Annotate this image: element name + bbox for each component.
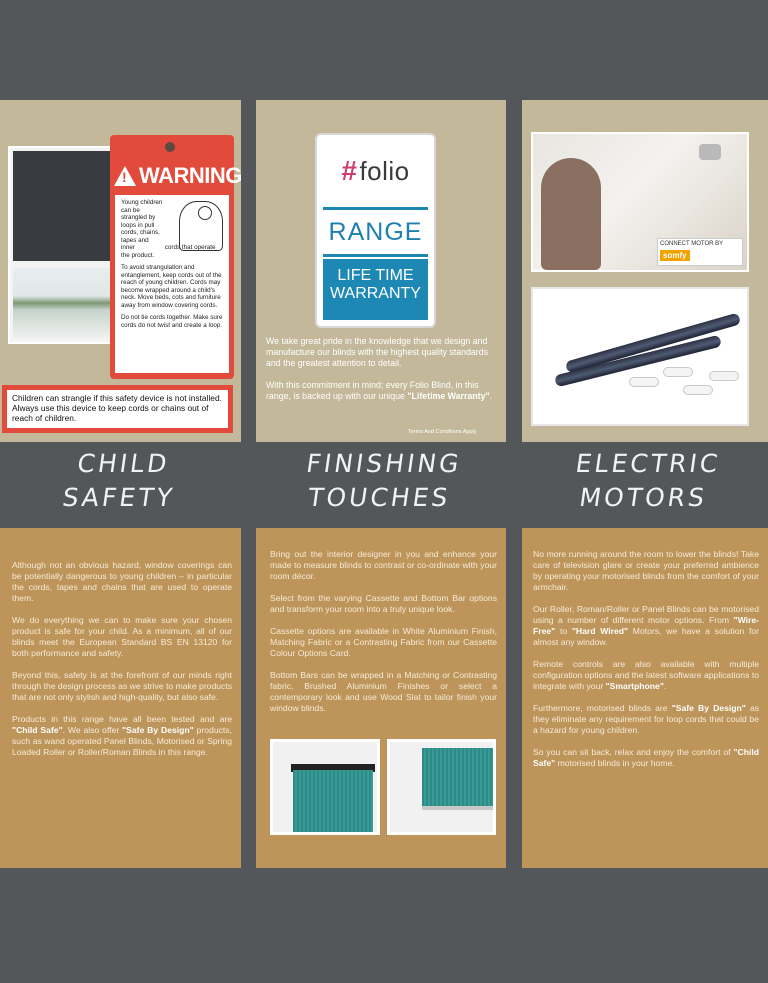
range-label: RANGE: [323, 207, 428, 257]
child-safety-p4: Products in this range have all been tested and are "Child Safe". We also offer "Safe By Design" products, such as wand operated Panel Blinds, Motorised or Spring Loaded Roller or Roller/Roman Blinds in this range.: [12, 714, 232, 757]
motors-p3: Remote controls are also available with multiple configuration options and the latest software applications to integrate with your "Smartphone".: [533, 659, 759, 691]
teal-fabric: [422, 748, 494, 810]
folio-logo: [317, 135, 434, 207]
lifetime-warranty-box: [323, 259, 428, 320]
dark-blind-fabric: [13, 151, 113, 261]
finishing-p1: Bring out the interior designer in you and enhance your made to measure blinds to contrast or co-ordinate with your room décor.: [270, 549, 497, 581]
motors-p4: Furthermore, motorised blinds are "Safe By Design" as they eliminate any requirement for loop cords that could be a hazard for young children.: [533, 703, 760, 735]
child-cord-hazard-icon: [179, 201, 223, 251]
pride-paragraph: We take great pride in the knowledge that we design and manufacture our blinds with the highest quality standards and the greatest attention to detail.: [266, 336, 489, 368]
warning-line1: Young children can be strangled by loops in pull cords, chains, tapes and inner cords that operate the product.: [121, 199, 216, 259]
warning-triangle-icon: [114, 166, 136, 186]
folio-logo-card: [315, 133, 436, 328]
warning-title-text: WARNING: [139, 163, 242, 188]
motor-and-remotes-photo: [531, 287, 749, 426]
remote-control-icon: [709, 371, 739, 381]
child-safety-heading: CHILD SAFETY: [60, 449, 177, 512]
remote-control-lifestyle-photo: [531, 132, 749, 272]
roller-blind-photo: [8, 146, 118, 344]
teal-fabric: [293, 770, 373, 835]
finishing-p4: Bottom Bars can be wrapped in a Matching or Contrasting fabric, Brushed Aluminium Finishes or select a contemporary look and use Wood Slat to tailor finish your window blinds.: [270, 670, 497, 713]
motors-p5: So you can sit back, relax and enjoy the comfort of "Child Safe" motorised blinds in your home.: [533, 747, 759, 768]
remote-control-icon: [683, 385, 713, 395]
child-safety-p2: We do everything we can to make sure your chosen product is safe for your child. As a minimum, all of our blinds meet the European Standard BS EN 13120 for both performance and safety.: [12, 615, 232, 658]
folio-text: [266, 336, 498, 413]
electric-motors-heading: ELECTRIC MOTORS: [573, 449, 723, 512]
somfy-badge-text: CONNECT MOTOR BY: [660, 241, 724, 247]
woman-figure: [541, 158, 601, 270]
warranty-line2: WARRANTY: [330, 285, 421, 302]
remote-control-icon: [629, 377, 659, 387]
motors-p2: Our Roller, Roman/Roller or Panel Blinds can be motorised using a number of different motor options. From "Wire-Free" to "Hard Wired" Motors, we have a solution for almost any window.: [533, 604, 760, 647]
warranty-line1: LIFE TIME: [337, 267, 414, 284]
commitment-paragraph: With this commitment in mind; every Folio Blind, in this range, is backed up with our unique "Lifetime Warranty".: [266, 380, 493, 401]
child-safety-p3: Beyond this, safety is at the forefront of our minds right through the design process as we strive to make products that are not only stylish and high-quality, but also safe.: [12, 670, 232, 702]
somfy-logo: somfy: [660, 250, 690, 261]
finishing-p2: Select from the varying Cassette and Bottom Bar options and transform your room into a truly unique look.: [270, 593, 497, 614]
electric-motors-text: [533, 549, 759, 780]
bottom-bar-blind-photo: [387, 739, 496, 835]
warning-para2: To avoid strangulation and entanglement, keep cords out of the reach of young children. Cords may become wrapped around a child's neck. Move beds, cots and furniture away from window covering cords.: [121, 264, 222, 309]
window-view: [13, 268, 113, 338]
child-safety-p1: Although not an obvious hazard, window coverings can be potentially dangerous to young children – in particular the cords, tapes and chains that are used to operate them.: [12, 560, 232, 603]
somfy-badge: [657, 238, 743, 266]
warning-body: [115, 195, 229, 373]
finishing-touches-text: [270, 549, 497, 725]
folio-hash-icon: #: [341, 155, 358, 186]
warning-title: [114, 159, 242, 193]
desk-lamp: [699, 144, 721, 160]
motors-p1: No more running around the room to lower the blinds! Take care of television glare or create your preferred ambience by operating your motorised blinds from the comfort of your armchair.: [533, 549, 759, 592]
terms-note: Terms And Conditions Apply: [408, 429, 477, 435]
finishing-p3: Cassette options are available in White Aluminium Finish, Matching Fabric or a Contrasting Fabric from our Cassette Colour Options Card.: [270, 626, 497, 658]
warning-para3: Do not tie cords together. Make sure cords do not twist and create a loop.: [121, 314, 223, 329]
finishing-touches-heading: FINISHING TOUCHES: [304, 449, 464, 512]
remote-control-icon: [663, 367, 693, 377]
folio-logo-text: folio: [359, 155, 410, 186]
cassette-blind-photo: [270, 739, 380, 835]
safety-device-note: Children can strangle if this safety device is not installed. Always use this device to keep cords or chains out of reach of children.: [2, 385, 233, 433]
tag-hole: [165, 142, 175, 152]
child-safety-text: [12, 560, 232, 769]
warning-tag: [110, 135, 242, 379]
